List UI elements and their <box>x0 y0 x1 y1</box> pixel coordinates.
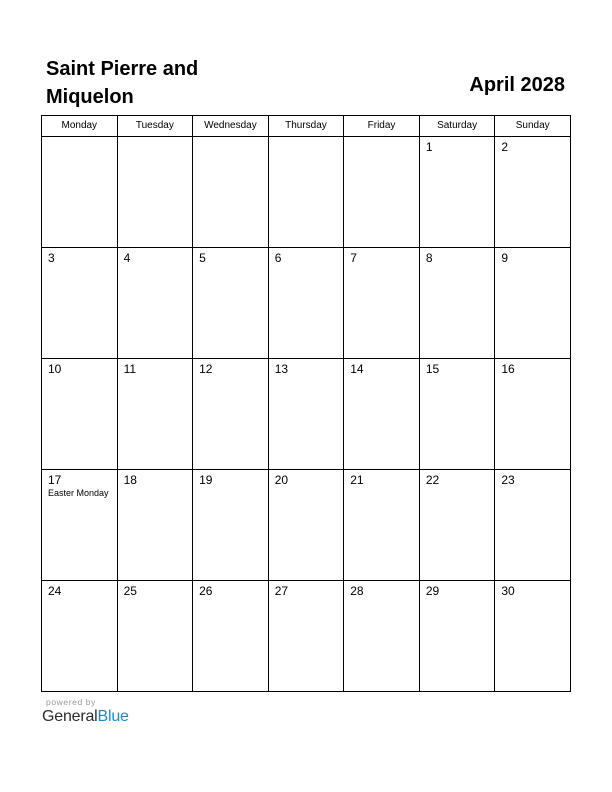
generalblue-branding[interactable] <box>42 697 129 727</box>
weekday-header: Friday <box>344 116 420 137</box>
week-row <box>42 248 571 359</box>
day-number <box>344 137 419 140</box>
day-cell <box>117 248 193 359</box>
weekday-header: Thursday <box>268 116 344 137</box>
day-cell <box>495 137 571 248</box>
generalblue-logo[interactable] <box>42 707 129 727</box>
day-number: 28 <box>350 584 364 598</box>
day-number <box>118 137 193 140</box>
day-cell <box>419 359 495 470</box>
weekday-header: Saturday <box>419 116 495 137</box>
day-cell <box>495 581 571 692</box>
day-number: 11 <box>123 362 137 376</box>
region-title: Saint Pierre and Miquelon <box>46 58 199 108</box>
day-cell <box>117 359 193 470</box>
weekday-header: Sunday <box>495 116 571 137</box>
day-number: 21 <box>350 473 364 487</box>
day-cell <box>419 248 495 359</box>
day-cell <box>117 137 193 248</box>
day-cell <box>42 581 118 692</box>
day-cell <box>117 470 193 581</box>
day-number: 19 <box>199 473 213 487</box>
day-cell <box>344 248 420 359</box>
day-number <box>269 137 344 140</box>
day-number: 15 <box>425 362 440 376</box>
logo-general-text: General <box>42 708 98 725</box>
day-cell <box>344 137 420 248</box>
day-number: 17 <box>48 473 62 487</box>
day-cell <box>268 137 344 248</box>
day-cell <box>495 248 571 359</box>
day-number: 25 <box>123 584 137 598</box>
day-number: 1 <box>425 140 433 154</box>
day-cell <box>117 581 193 692</box>
powered-by-text: powered by <box>46 697 96 707</box>
day-number: 8 <box>425 251 433 265</box>
calendar-grid <box>41 115 571 692</box>
holiday-label: Easter Monday <box>48 488 109 498</box>
day-number: 24 <box>48 584 62 598</box>
day-number: 10 <box>48 362 62 376</box>
day-cell <box>193 581 269 692</box>
day-cell <box>42 359 118 470</box>
day-cell <box>419 470 495 581</box>
day-cell <box>268 470 344 581</box>
day-number: 16 <box>501 362 515 376</box>
day-cell <box>419 137 495 248</box>
day-number: 23 <box>501 473 515 487</box>
day-number <box>193 137 268 140</box>
week-row <box>42 470 571 581</box>
day-number: 14 <box>350 362 364 376</box>
day-cell <box>193 470 269 581</box>
day-number: 20 <box>274 473 289 487</box>
day-number <box>42 137 117 140</box>
day-number: 18 <box>123 473 137 487</box>
week-row <box>42 359 571 470</box>
day-cell <box>268 248 344 359</box>
day-cell <box>42 137 118 248</box>
logo-blue-text: Blue <box>97 708 129 725</box>
weekday-header: Tuesday <box>117 116 193 137</box>
weekday-header: Monday <box>42 116 118 137</box>
day-number: 6 <box>274 251 282 265</box>
week-row <box>42 581 571 692</box>
day-cell <box>268 359 344 470</box>
weekday-header: Wednesday <box>193 116 269 137</box>
day-cell <box>344 470 420 581</box>
day-number: 4 <box>123 251 131 265</box>
day-cell <box>193 137 269 248</box>
day-number: 3 <box>48 251 55 265</box>
day-number: 5 <box>199 251 206 265</box>
day-cell <box>42 470 118 581</box>
day-number: 22 <box>425 473 440 487</box>
day-number: 13 <box>274 362 289 376</box>
day-number: 12 <box>199 362 213 376</box>
weekday-header-row <box>42 116 571 137</box>
day-cell <box>344 581 420 692</box>
week-row <box>42 137 571 248</box>
day-number: 26 <box>199 584 213 598</box>
month-title: April 2028 <box>469 74 565 96</box>
day-cell <box>495 359 571 470</box>
day-number: 2 <box>501 140 509 154</box>
day-cell <box>193 359 269 470</box>
day-number: 29 <box>425 584 440 598</box>
day-cell <box>42 248 118 359</box>
day-cell <box>495 470 571 581</box>
day-number: 27 <box>274 584 289 598</box>
day-number: 7 <box>350 251 357 265</box>
day-number: 9 <box>501 251 509 265</box>
day-number: 30 <box>501 584 515 598</box>
day-cell <box>193 248 269 359</box>
day-cell <box>344 359 420 470</box>
day-cell <box>419 581 495 692</box>
day-cell <box>268 581 344 692</box>
